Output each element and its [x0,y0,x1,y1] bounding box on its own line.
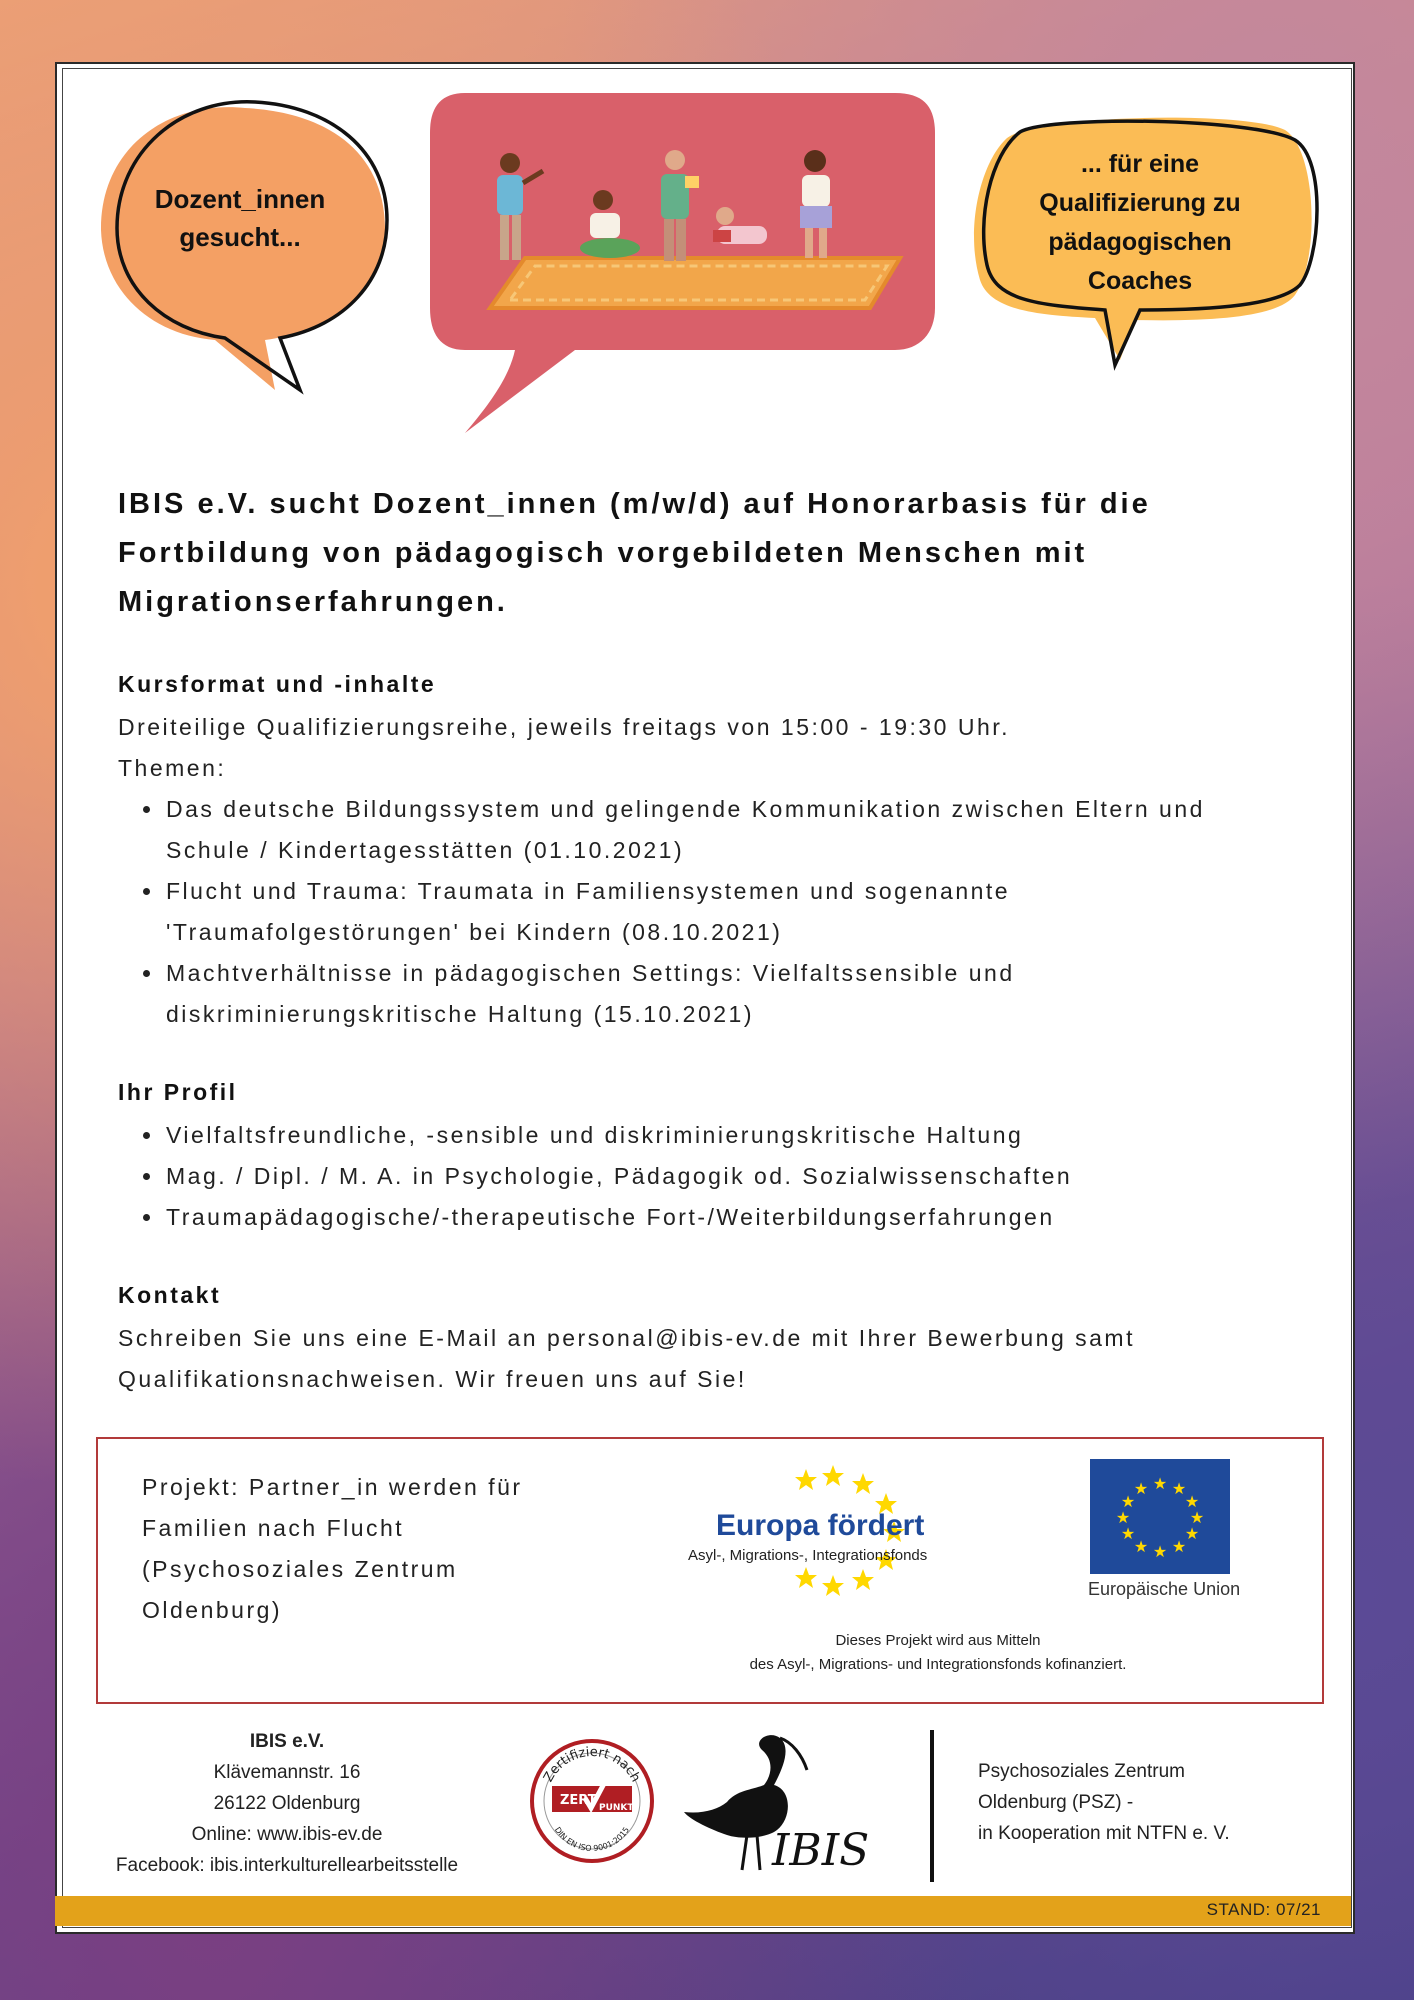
list-item: • Das deutsche Bildungssystem und gelingende Kommunikation zwischen Eltern und Schule / Kindertagesstätten (01.10.2021) [164,789,1278,871]
bubble-right-text [1005,145,1275,301]
website-link[interactable]: Online: www.ibis-ev.de [191,1824,383,1845]
project-box [96,1437,1324,1704]
list-item: • Machtverhältnisse in pädagogischen Settings: Vielfaltssensible und diskriminierungskritische Haltung (15.10.2021) [164,953,1278,1035]
svg-text:★: ★ [1133,1479,1149,1498]
svg-text:★: ★ [1171,1537,1187,1556]
org-name: IBIS e.V. [249,1731,325,1752]
kurs-list [118,789,1278,1035]
svg-text:★: ★ [1184,1492,1200,1511]
ibis-logo-text: IBIS [772,1825,870,1876]
section-title-profil: Ihr Profil [118,1079,238,1105]
section-title-kurs: Kursformat und -inhalte [118,671,437,697]
svg-text:★: ★ [1184,1524,1200,1543]
bubble-right-line4: Coaches [1087,267,1193,295]
children-reading-on-rug-illustration [425,88,945,440]
address-city: 26122 Oldenburg [213,1793,361,1814]
kurs-line1: Dreiteilige Qualifizierungsreihe, jeweils freitags von 15:00 - 19:30 Uhr. [118,714,1011,740]
footer [62,1720,1350,1890]
stand-date: STAND: 07/21 [1206,1900,1321,1919]
psz-line2: Oldenburg (PSZ) - [978,1792,1134,1813]
project-text: Projekt: Partner_in werden für Familien nach Flucht (Psychosoziales Zentrum Oldenburg) [142,1474,523,1623]
eu-title: Europa fördert [716,1509,925,1542]
zertpunkt-certificate-badge [527,1736,657,1866]
eu-funding-note [738,1629,1138,1677]
cert-bottom-text: DIN EN ISO 9001:2015 [552,1825,632,1854]
facebook-link[interactable]: Facebook: ibis.interkulturellearbeitsstelle [115,1855,459,1876]
section-title-kontakt: Kontakt [118,1282,222,1308]
headline: IBIS e.V. sucht Dozent_innen (m/w/d) auf Honorarbasis für die Fortbildung von pädagogisch vorgebildeten Menschen mit Migrationserfahrungen. [118,488,1151,618]
eu-flag-icon [1090,1459,1230,1579]
europa-foerdert-logo [688,1451,948,1601]
footer-divider [930,1730,934,1882]
psz-line1: Psychosoziales Zentrum [978,1761,1185,1782]
svg-text:★: ★ [1120,1524,1136,1543]
svg-text:★: ★ [1152,1542,1168,1561]
eu-note-line2: des Asyl-, Migrations- und Integrationsfonds kofinanziert. [749,1656,1127,1673]
kurs-line2: Themen: [118,755,227,781]
svg-text:★: ★ [1115,1508,1131,1527]
speech-bubble-right [965,110,1330,375]
bottom-bar [55,1896,1351,1926]
address-street: Klävemannstr. 16 [213,1762,361,1783]
bubble-left-text [135,180,345,256]
bubble-right-line1: ... für eine [1080,150,1200,178]
svg-text:★: ★ [1120,1492,1136,1511]
bubble-right-line3: pädagogischen [1048,228,1232,256]
svg-text:★: ★ [1133,1537,1149,1556]
cert-top-text: Zertifiziert nach [541,1744,643,1785]
svg-text:★: ★ [1189,1508,1205,1527]
address-block [112,1726,462,1881]
bubble-left-line1: Dozent_innen [154,184,326,214]
psz-line3: in Kooperation mit NTFN e. V. [978,1823,1230,1844]
cert-mid1-text: ZERT [560,1793,597,1808]
psz-block [978,1756,1308,1849]
list-item: • Traumapädagogische/-therapeutische Fort-/Weiterbildungserfahrungen [164,1197,1278,1238]
ibis-bird-logo [682,1730,892,1880]
main-content [118,480,1278,1400]
bubble-right-line2: Qualifizierung zu [1039,189,1241,217]
list-item: • Flucht und Trauma: Traumata in Familiensystemen und sogenannte 'Traumafolgestörungen' bei Kindern (08.10.2021) [164,871,1278,953]
cert-mid2-text: PUNKT [599,1803,634,1813]
list-item: • Vielfaltsfreundliche, -sensible und diskriminierungskritische Haltung [164,1115,1278,1156]
eu-note-line1: Dieses Projekt wird aus Mitteln [835,1632,1041,1649]
eu-subtitle: Asyl-, Migrations-, Integrationsfonds [688,1547,928,1564]
svg-text:★: ★ [1152,1474,1168,1493]
svg-text:★: ★ [1171,1479,1187,1498]
bubble-left-line2: gesucht... [179,222,301,252]
profil-list [118,1115,1278,1238]
kontakt-text: Schreiben Sie uns eine E-Mail an personal@ibis-ev.de mit Ihrer Bewerbung samt Qualifikationsnachweisen. Wir freuen uns auf Sie! [118,1325,1135,1392]
speech-bubble-left [95,90,395,400]
eu-union-label: Europäische Union [1088,1579,1241,1599]
list-item: • Mag. / Dipl. / M. A. in Psychologie, Pädagogik od. Sozialwissenschaften [164,1156,1278,1197]
speech-bubble-center [425,88,945,440]
